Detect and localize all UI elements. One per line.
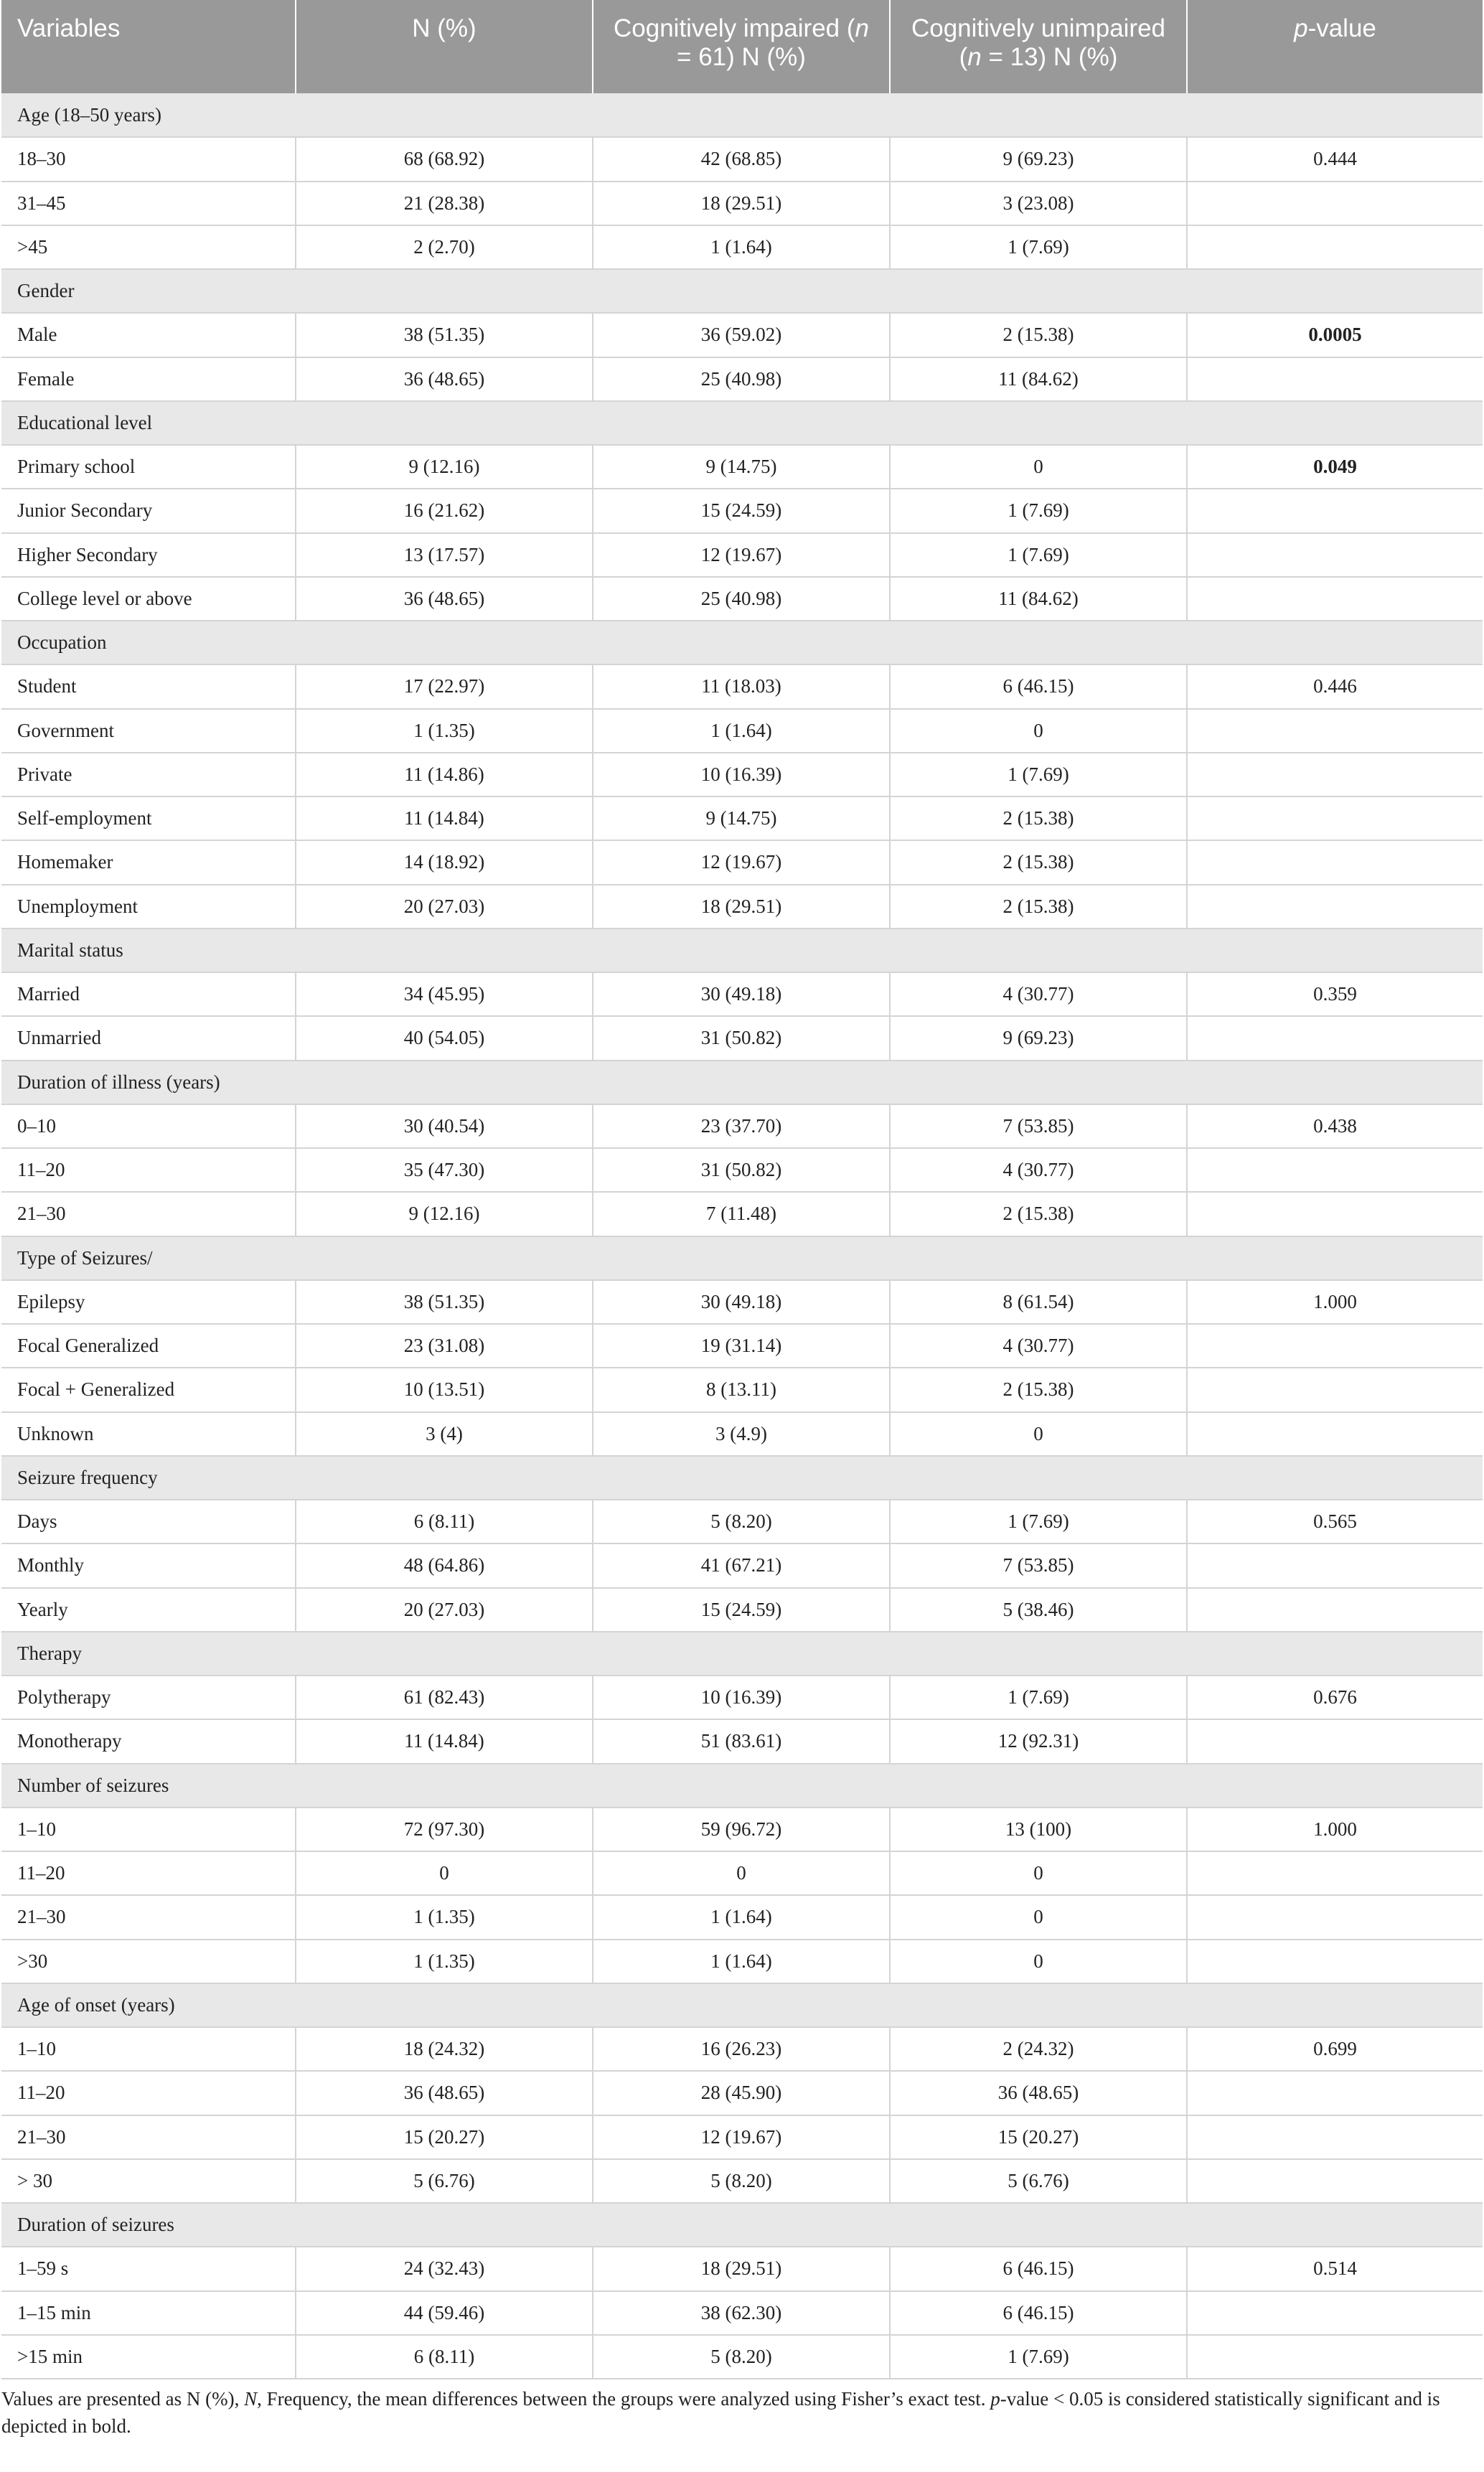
section-title: Gender xyxy=(1,269,1483,313)
table-row xyxy=(1,1676,1483,1719)
table-footnote: Values are presented as N (%), N, Frequency, the mean differences between the groups were analyzed using Fisher’s exact test. p-value < 0.05 is considered statistically significant and is depicted in bold. xyxy=(1,2388,1440,2437)
cell-p-value xyxy=(1187,796,1483,840)
cell-n-percent: 20 (27.03) xyxy=(296,1588,593,1632)
cell-n-percent: 14 (18.92) xyxy=(296,840,593,884)
row-label: Self-employment xyxy=(1,796,296,840)
cell-unimpaired: 2 (15.38) xyxy=(890,1192,1187,1236)
cell-p-value: 0.0005 xyxy=(1187,313,1483,357)
section-row xyxy=(1,1632,1483,1676)
cell-p-value xyxy=(1187,2335,1483,2379)
cell-n-percent: 15 (20.27) xyxy=(296,2115,593,2159)
cell-impaired: 42 (68.85) xyxy=(593,137,890,181)
section-title: Occupation xyxy=(1,621,1483,664)
cell-p-value xyxy=(1187,2291,1483,2335)
section-row xyxy=(1,1764,1483,1808)
cell-p-value xyxy=(1187,577,1483,621)
header-cognitively-impaired: Cognitively impaired (n = 61) N (%) xyxy=(593,0,890,93)
cell-n-percent: 11 (14.84) xyxy=(296,796,593,840)
section-row xyxy=(1,1983,1483,2027)
table-row xyxy=(1,1016,1483,1060)
row-label: Focal + Generalized xyxy=(1,1368,296,1411)
row-label: Yearly xyxy=(1,1588,296,1632)
table-row xyxy=(1,2291,1483,2335)
cell-n-percent: 2 (2.70) xyxy=(296,225,593,269)
row-label: Unmarried xyxy=(1,1016,296,1060)
cell-p-value: 0.049 xyxy=(1187,445,1483,489)
row-label: Married xyxy=(1,972,296,1016)
section-title: Number of seizures xyxy=(1,1764,1483,1808)
section-row xyxy=(1,1061,1483,1104)
cell-n-percent: 40 (54.05) xyxy=(296,1016,593,1060)
cell-n-percent: 6 (8.11) xyxy=(296,1500,593,1543)
cell-impaired: 5 (8.20) xyxy=(593,2335,890,2379)
cell-impaired: 9 (14.75) xyxy=(593,445,890,489)
cell-unimpaired: 13 (100) xyxy=(890,1808,1187,1851)
table-row xyxy=(1,2115,1483,2159)
table-header xyxy=(1,0,1483,93)
table-row xyxy=(1,796,1483,840)
cell-unimpaired: 6 (46.15) xyxy=(890,664,1187,708)
cell-impaired: 51 (83.61) xyxy=(593,1719,890,1763)
cell-n-percent: 68 (68.92) xyxy=(296,137,593,181)
section-row xyxy=(1,401,1483,445)
cell-p-value: 0.699 xyxy=(1187,2027,1483,2071)
row-label: 11–20 xyxy=(1,1148,296,1192)
cell-impaired: 5 (8.20) xyxy=(593,2159,890,2203)
cell-p-value xyxy=(1187,1543,1483,1587)
cell-impaired: 0 xyxy=(593,1851,890,1895)
row-label: >30 xyxy=(1,1940,296,1983)
cell-unimpaired: 5 (38.46) xyxy=(890,1588,1187,1632)
cell-impaired: 30 (49.18) xyxy=(593,1280,890,1324)
data-table xyxy=(1,0,1483,2379)
section-title: Type of Seizures/ xyxy=(1,1236,1483,1280)
cell-p-value xyxy=(1187,885,1483,929)
cell-n-percent: 6 (8.11) xyxy=(296,2335,593,2379)
cell-p-value: 0.446 xyxy=(1187,664,1483,708)
section-title: Educational level xyxy=(1,401,1483,445)
table-row xyxy=(1,885,1483,929)
table-row xyxy=(1,1851,1483,1895)
section-title: Duration of seizures xyxy=(1,2203,1483,2247)
cell-n-percent: 38 (51.35) xyxy=(296,1280,593,1324)
cell-n-percent: 36 (48.65) xyxy=(296,357,593,401)
cell-unimpaired: 4 (30.77) xyxy=(890,1324,1187,1368)
table-row xyxy=(1,1148,1483,1192)
cell-impaired: 7 (11.48) xyxy=(593,1192,890,1236)
cell-impaired: 19 (31.14) xyxy=(593,1324,890,1368)
table-row xyxy=(1,972,1483,1016)
cell-n-percent: 11 (14.86) xyxy=(296,753,593,796)
cell-p-value xyxy=(1187,1895,1483,1939)
cell-n-percent: 16 (21.62) xyxy=(296,489,593,532)
table-row xyxy=(1,357,1483,401)
cell-p-value xyxy=(1187,1851,1483,1895)
cell-impaired: 18 (29.51) xyxy=(593,2247,890,2290)
cell-unimpaired: 2 (24.32) xyxy=(890,2027,1187,2071)
row-label: 18–30 xyxy=(1,137,296,181)
row-label: Epilepsy xyxy=(1,1280,296,1324)
table-row xyxy=(1,2247,1483,2290)
row-label: Male xyxy=(1,313,296,357)
cell-unimpaired: 7 (53.85) xyxy=(890,1543,1187,1587)
row-label: Junior Secondary xyxy=(1,489,296,532)
table-row xyxy=(1,1543,1483,1587)
cell-unimpaired: 0 xyxy=(890,1895,1187,1939)
row-label: Focal Generalized xyxy=(1,1324,296,1368)
row-label: Monotherapy xyxy=(1,1719,296,1763)
cell-unimpaired: 15 (20.27) xyxy=(890,2115,1187,2159)
row-label: Unknown xyxy=(1,1412,296,1456)
cell-p-value xyxy=(1187,489,1483,532)
cell-n-percent: 24 (32.43) xyxy=(296,2247,593,2290)
section-row xyxy=(1,93,1483,137)
cell-impaired: 9 (14.75) xyxy=(593,796,890,840)
table-body xyxy=(1,93,1483,2379)
cell-n-percent: 13 (17.57) xyxy=(296,533,593,577)
cell-impaired: 18 (29.51) xyxy=(593,182,890,225)
table-row xyxy=(1,445,1483,489)
table-row xyxy=(1,1940,1483,1983)
section-row xyxy=(1,2203,1483,2247)
row-label: >15 min xyxy=(1,2335,296,2379)
cell-unimpaired: 1 (7.69) xyxy=(890,753,1187,796)
cell-impaired: 11 (18.03) xyxy=(593,664,890,708)
section-title: Therapy xyxy=(1,1632,1483,1676)
section-row xyxy=(1,269,1483,313)
header-cognitively-unimpaired: Cognitively unimpaired (n = 13) N (%) xyxy=(890,0,1187,93)
cell-n-percent: 61 (82.43) xyxy=(296,1676,593,1719)
row-label: 1–15 min xyxy=(1,2291,296,2335)
table-row xyxy=(1,664,1483,708)
cell-impaired: 8 (13.11) xyxy=(593,1368,890,1411)
cell-n-percent: 17 (22.97) xyxy=(296,664,593,708)
cell-n-percent: 72 (97.30) xyxy=(296,1808,593,1851)
row-label: 11–20 xyxy=(1,1851,296,1895)
cell-p-value xyxy=(1187,2115,1483,2159)
cell-impaired: 1 (1.64) xyxy=(593,1895,890,1939)
cell-unimpaired: 2 (15.38) xyxy=(890,885,1187,929)
table-row xyxy=(1,137,1483,181)
cell-p-value xyxy=(1187,1324,1483,1368)
cell-unimpaired: 0 xyxy=(890,709,1187,753)
cell-unimpaired: 12 (92.31) xyxy=(890,1719,1187,1763)
cell-impaired: 1 (1.64) xyxy=(593,1940,890,1983)
table-row xyxy=(1,1280,1483,1324)
cell-n-percent: 30 (40.54) xyxy=(296,1104,593,1148)
row-label: 11–20 xyxy=(1,2071,296,2115)
cell-impaired: 28 (45.90) xyxy=(593,2071,890,2115)
row-label: Government xyxy=(1,709,296,753)
cell-p-value xyxy=(1187,840,1483,884)
section-title: Marital status xyxy=(1,929,1483,972)
row-label: Higher Secondary xyxy=(1,533,296,577)
row-label: Homemaker xyxy=(1,840,296,884)
section-title: Age (18–50 years) xyxy=(1,93,1483,137)
row-label: 21–30 xyxy=(1,1895,296,1939)
cell-unimpaired: 0 xyxy=(890,1940,1187,1983)
row-label: Female xyxy=(1,357,296,401)
table-row xyxy=(1,1412,1483,1456)
cell-n-percent: 21 (28.38) xyxy=(296,182,593,225)
cell-p-value: 1.000 xyxy=(1187,1808,1483,1851)
row-label: 1–10 xyxy=(1,2027,296,2071)
section-row xyxy=(1,1236,1483,1280)
cell-unimpaired: 2 (15.38) xyxy=(890,313,1187,357)
cell-unimpaired: 9 (69.23) xyxy=(890,137,1187,181)
table-row xyxy=(1,2071,1483,2115)
cell-unimpaired: 36 (48.65) xyxy=(890,2071,1187,2115)
cell-unimpaired: 1 (7.69) xyxy=(890,225,1187,269)
cell-p-value: 0.438 xyxy=(1187,1104,1483,1148)
cell-p-value xyxy=(1187,753,1483,796)
cell-impaired: 3 (4.9) xyxy=(593,1412,890,1456)
cell-unimpaired: 0 xyxy=(890,1412,1187,1456)
row-label: >45 xyxy=(1,225,296,269)
cell-n-percent: 9 (12.16) xyxy=(296,445,593,489)
cell-p-value xyxy=(1187,1719,1483,1763)
cell-p-value xyxy=(1187,2159,1483,2203)
row-label: 0–10 xyxy=(1,1104,296,1148)
cell-n-percent: 3 (4) xyxy=(296,1412,593,1456)
cell-n-percent: 0 xyxy=(296,1851,593,1895)
cell-unimpaired: 9 (69.23) xyxy=(890,1016,1187,1060)
table-row xyxy=(1,2335,1483,2379)
cell-p-value xyxy=(1187,709,1483,753)
cell-n-percent: 1 (1.35) xyxy=(296,1895,593,1939)
header-n-percent: N (%) xyxy=(296,0,593,93)
cell-impaired: 12 (19.67) xyxy=(593,840,890,884)
cell-p-value xyxy=(1187,182,1483,225)
cell-n-percent: 34 (45.95) xyxy=(296,972,593,1016)
cell-n-percent: 36 (48.65) xyxy=(296,2071,593,2115)
cell-p-value xyxy=(1187,1016,1483,1060)
table-row xyxy=(1,577,1483,621)
row-label: 21–30 xyxy=(1,1192,296,1236)
cell-impaired: 31 (50.82) xyxy=(593,1016,890,1060)
cell-unimpaired: 2 (15.38) xyxy=(890,840,1187,884)
cell-p-value xyxy=(1187,1412,1483,1456)
cell-p-value: 0.676 xyxy=(1187,1676,1483,1719)
table-row xyxy=(1,1104,1483,1148)
row-label: Student xyxy=(1,664,296,708)
row-label: College level or above xyxy=(1,577,296,621)
table-row xyxy=(1,753,1483,796)
cell-unimpaired: 1 (7.69) xyxy=(890,1676,1187,1719)
section-title: Seizure frequency xyxy=(1,1456,1483,1500)
cell-impaired: 59 (96.72) xyxy=(593,1808,890,1851)
cell-impaired: 5 (8.20) xyxy=(593,1500,890,1543)
cell-impaired: 36 (59.02) xyxy=(593,313,890,357)
table-row xyxy=(1,313,1483,357)
cell-p-value xyxy=(1187,1192,1483,1236)
cell-n-percent: 38 (51.35) xyxy=(296,313,593,357)
cell-unimpaired: 7 (53.85) xyxy=(890,1104,1187,1148)
cell-p-value: 0.565 xyxy=(1187,1500,1483,1543)
cell-p-value: 0.444 xyxy=(1187,137,1483,181)
cell-impaired: 25 (40.98) xyxy=(593,357,890,401)
cell-n-percent: 20 (27.03) xyxy=(296,885,593,929)
row-label: Days xyxy=(1,1500,296,1543)
cell-impaired: 23 (37.70) xyxy=(593,1104,890,1148)
cell-unimpaired: 0 xyxy=(890,1851,1187,1895)
section-title: Duration of illness (years) xyxy=(1,1061,1483,1104)
cell-n-percent: 23 (31.08) xyxy=(296,1324,593,1368)
row-label: 31–45 xyxy=(1,182,296,225)
cell-n-percent: 10 (13.51) xyxy=(296,1368,593,1411)
row-label: Primary school xyxy=(1,445,296,489)
cell-p-value xyxy=(1187,1148,1483,1192)
cell-unimpaired: 6 (46.15) xyxy=(890,2247,1187,2290)
cell-p-value xyxy=(1187,533,1483,577)
cell-impaired: 15 (24.59) xyxy=(593,1588,890,1632)
cell-p-value: 0.514 xyxy=(1187,2247,1483,2290)
cell-impaired: 31 (50.82) xyxy=(593,1148,890,1192)
cell-impaired: 1 (1.64) xyxy=(593,225,890,269)
table-row xyxy=(1,1895,1483,1939)
table-row xyxy=(1,1500,1483,1543)
cell-impaired: 10 (16.39) xyxy=(593,753,890,796)
cell-p-value: 1.000 xyxy=(1187,1280,1483,1324)
cell-n-percent: 9 (12.16) xyxy=(296,1192,593,1236)
table-row xyxy=(1,489,1483,532)
cell-n-percent: 44 (59.46) xyxy=(296,2291,593,2335)
cell-impaired: 38 (62.30) xyxy=(593,2291,890,2335)
table-row xyxy=(1,1719,1483,1763)
cell-impaired: 30 (49.18) xyxy=(593,972,890,1016)
cell-p-value xyxy=(1187,1588,1483,1632)
cell-unimpaired: 2 (15.38) xyxy=(890,1368,1187,1411)
row-label: Monthly xyxy=(1,1543,296,1587)
table-row xyxy=(1,840,1483,884)
table-row xyxy=(1,1588,1483,1632)
cell-p-value xyxy=(1187,1368,1483,1411)
cell-unimpaired: 1 (7.69) xyxy=(890,489,1187,532)
table-row xyxy=(1,2159,1483,2203)
table-row xyxy=(1,533,1483,577)
cell-unimpaired: 1 (7.69) xyxy=(890,1500,1187,1543)
cell-n-percent: 36 (48.65) xyxy=(296,577,593,621)
cell-impaired: 25 (40.98) xyxy=(593,577,890,621)
cell-unimpaired: 8 (61.54) xyxy=(890,1280,1187,1324)
cell-p-value xyxy=(1187,2071,1483,2115)
cell-unimpaired: 1 (7.69) xyxy=(890,2335,1187,2379)
row-label: Unemployment xyxy=(1,885,296,929)
cell-impaired: 10 (16.39) xyxy=(593,1676,890,1719)
cell-impaired: 41 (67.21) xyxy=(593,1543,890,1587)
table-row xyxy=(1,1368,1483,1411)
cell-unimpaired: 1 (7.69) xyxy=(890,533,1187,577)
row-label: Polytherapy xyxy=(1,1676,296,1719)
cell-impaired: 16 (26.23) xyxy=(593,2027,890,2071)
cell-impaired: 18 (29.51) xyxy=(593,885,890,929)
cell-unimpaired: 11 (84.62) xyxy=(890,577,1187,621)
section-row xyxy=(1,621,1483,664)
cell-unimpaired: 6 (46.15) xyxy=(890,2291,1187,2335)
table-row xyxy=(1,182,1483,225)
row-label: > 30 xyxy=(1,2159,296,2203)
table-row xyxy=(1,2027,1483,2071)
row-label: 1–10 xyxy=(1,1808,296,1851)
cell-impaired: 15 (24.59) xyxy=(593,489,890,532)
header-variables: Variables xyxy=(1,0,296,93)
cell-p-value xyxy=(1187,225,1483,269)
cell-n-percent: 35 (47.30) xyxy=(296,1148,593,1192)
section-row xyxy=(1,929,1483,972)
cell-impaired: 1 (1.64) xyxy=(593,709,890,753)
cell-n-percent: 48 (64.86) xyxy=(296,1543,593,1587)
cell-unimpaired: 4 (30.77) xyxy=(890,1148,1187,1192)
table-row xyxy=(1,1192,1483,1236)
cell-n-percent: 18 (24.32) xyxy=(296,2027,593,2071)
header-p-value: p-value xyxy=(1187,0,1483,93)
header-row xyxy=(1,0,1483,93)
cell-n-percent: 1 (1.35) xyxy=(296,1940,593,1983)
section-title: Age of onset (years) xyxy=(1,1983,1483,2027)
cell-unimpaired: 11 (84.62) xyxy=(890,357,1187,401)
cell-n-percent: 5 (6.76) xyxy=(296,2159,593,2203)
cell-impaired: 12 (19.67) xyxy=(593,2115,890,2159)
cell-unimpaired: 0 xyxy=(890,445,1187,489)
cell-impaired: 12 (19.67) xyxy=(593,533,890,577)
cell-unimpaired: 4 (30.77) xyxy=(890,972,1187,1016)
cell-p-value: 0.359 xyxy=(1187,972,1483,1016)
row-label: 21–30 xyxy=(1,2115,296,2159)
cell-unimpaired: 3 (23.08) xyxy=(890,182,1187,225)
cell-p-value xyxy=(1187,1940,1483,1983)
cell-unimpaired: 2 (15.38) xyxy=(890,796,1187,840)
cell-n-percent: 11 (14.84) xyxy=(296,1719,593,1763)
cell-n-percent: 1 (1.35) xyxy=(296,709,593,753)
row-label: Private xyxy=(1,753,296,796)
table-row xyxy=(1,709,1483,753)
cell-unimpaired: 5 (6.76) xyxy=(890,2159,1187,2203)
section-row xyxy=(1,1456,1483,1500)
table-row xyxy=(1,1324,1483,1368)
table-row xyxy=(1,1808,1483,1851)
cell-p-value xyxy=(1187,357,1483,401)
row-label: 1–59 s xyxy=(1,2247,296,2290)
table-row xyxy=(1,225,1483,269)
